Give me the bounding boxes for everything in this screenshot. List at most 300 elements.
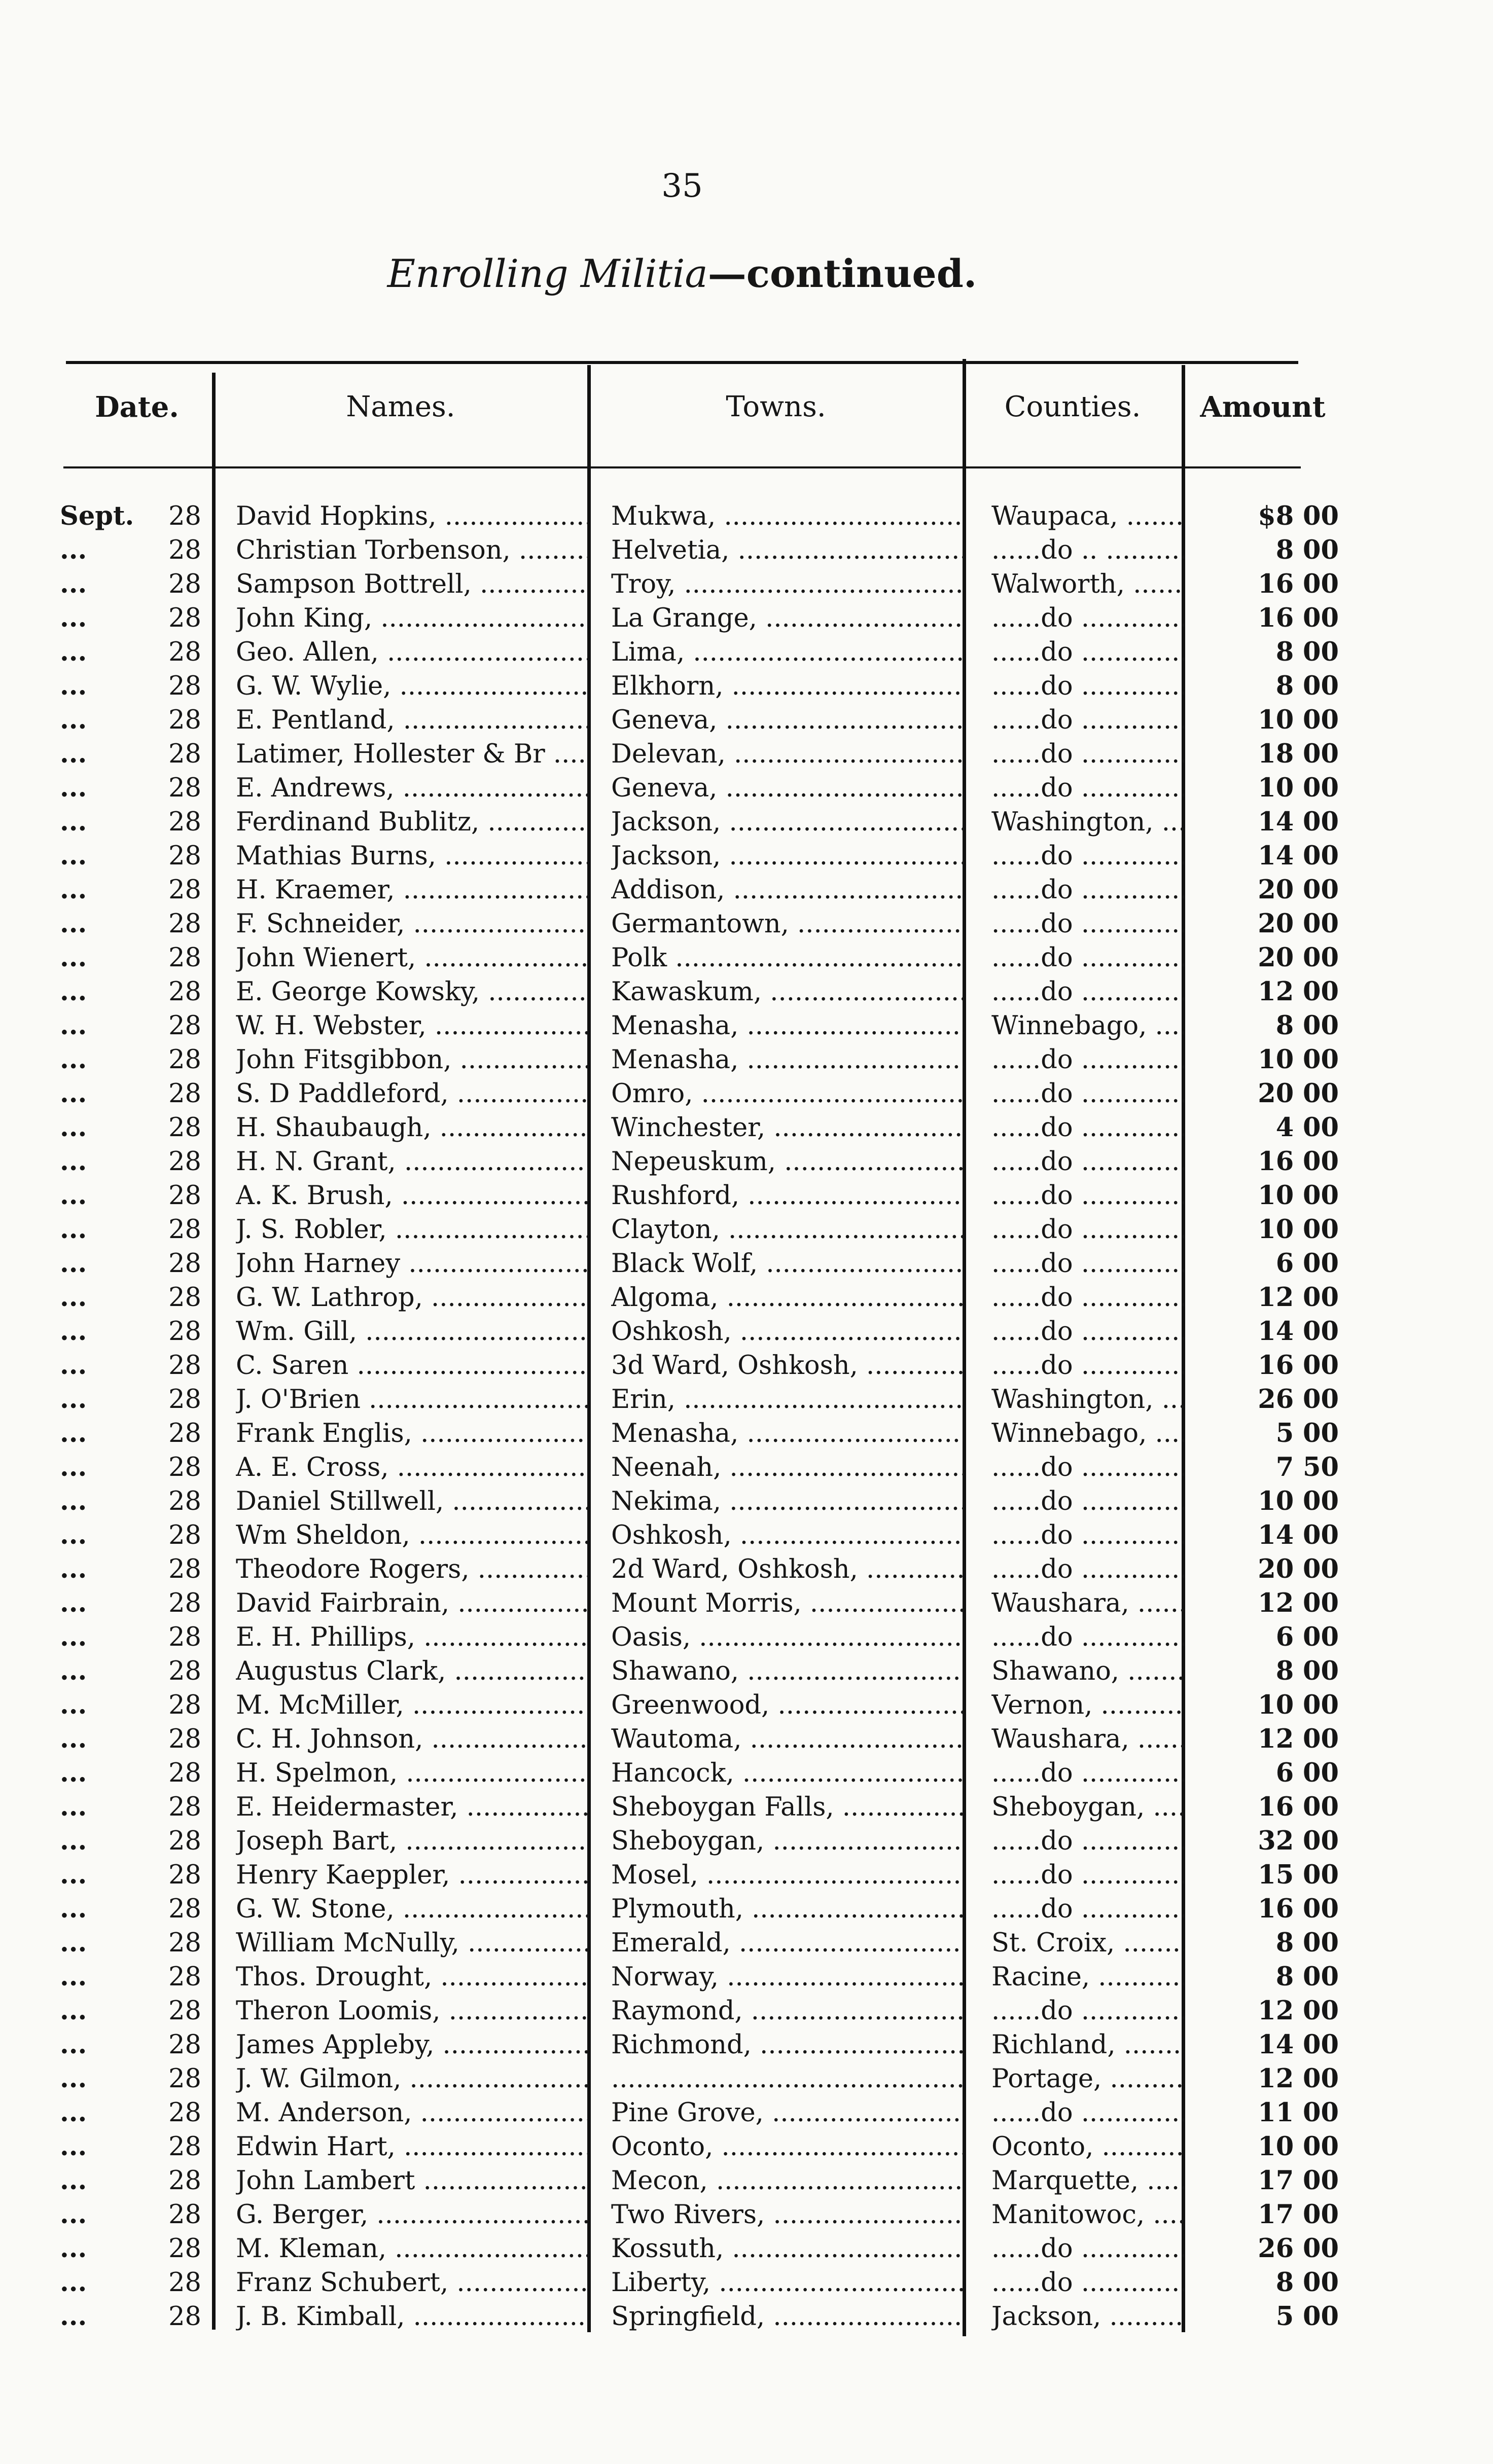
date-day: 28 [168,1045,201,1075]
county-cell: Waupaca, ..... [991,499,1184,533]
title-italic: Enrolling Militia [387,251,708,296]
name-cell: Joseph Bart, ..... [236,1824,588,1858]
amount-cell: 6 00 [1275,1622,1339,1652]
table-row [0,1960,1493,1994]
county-cell: Washington, ..... [991,805,1184,839]
date-day: 28 [168,1622,201,1652]
date-month: ... [60,1928,87,1958]
amount-cell: 12 00 [1258,1996,1339,2026]
county-cell: Waushara, ..... [991,1586,1184,1620]
date-month: ... [60,1588,87,1618]
name-cell: Geo. Allen, ..... [236,635,588,669]
name-cell: H. Kraemer, ..... [236,873,588,907]
town-cell: Menasha, ..... [611,1009,964,1043]
county-cell: ......do ..... [991,737,1184,771]
date-month: ... [60,535,87,565]
date-month: ... [60,603,87,633]
date-month: ... [60,1146,87,1177]
date-month: ... [60,943,87,973]
amount-cell: 12 00 [1258,1282,1339,1313]
date-day: 28 [168,1588,201,1618]
amount-cell: 12 00 [1258,1724,1339,1754]
date-month: ... [60,773,87,803]
name-cell: Theron Loomis, ..... [236,1994,588,2028]
date-month: ... [60,2267,87,2298]
table-row [0,907,1493,941]
date-day: 28 [168,1928,201,1958]
town-cell: Erin, ..... [611,1383,964,1417]
date-month: ... [60,1044,87,1075]
table-row [0,499,1493,533]
date-month: ... [60,1078,87,1109]
town-cell: Oasis, ..... [611,1620,964,1654]
date-month: Sept. [60,501,134,531]
county-cell: ......do ..... [991,635,1184,669]
amount-cell: 5 00 [1275,2301,1339,2332]
county-cell: ......do ..... [991,2266,1184,2300]
table-row [0,1349,1493,1383]
title-continued: —continued. [707,251,977,296]
town-cell: Hancock, ..... [611,1756,964,1790]
table-row [0,737,1493,771]
date-month: ... [60,2233,87,2264]
name-cell: David Hopkins, ..... [236,499,588,533]
date-month: ... [60,1962,87,1992]
date-day: 28 [168,1724,201,1754]
town-cell: Black Wolf, ..... [611,1247,964,1281]
town-cell: Geneva, ..... [611,771,964,805]
county-cell: ......do ..... [991,1756,1184,1790]
amount-cell: 14 00 [1258,2030,1339,2060]
amount-cell: 8 00 [1275,535,1339,565]
date-day: 28 [168,841,201,871]
town-cell: Algoma, ..... [611,1281,964,1315]
table-row [0,1179,1493,1213]
county-cell: Marquette, ..... [991,2164,1184,2198]
date-day: 28 [168,875,201,905]
date-day: 28 [168,1860,201,1890]
header-counties: Counties. [1004,390,1141,423]
date-month: ... [60,705,87,735]
name-cell: M. Anderson, ..... [236,2096,588,2130]
amount-cell: 18 00 [1258,739,1339,769]
table-row [0,1722,1493,1756]
date-day: 28 [168,1826,201,1856]
county-cell: ......do ..... [991,1111,1184,1145]
name-cell: F. Schneider, ..... [236,907,588,941]
county-cell: Waushara, ..... [991,1722,1184,1756]
date-month: ... [60,976,87,1007]
table-row [0,2266,1493,2300]
date-month: ... [60,875,87,905]
date-day: 28 [168,705,201,735]
amount-cell: 4 00 [1275,1112,1339,1143]
name-cell: Thos. Drought, ..... [236,1960,588,1994]
date-day: 28 [168,2234,201,2264]
table-row [0,1926,1493,1960]
amount-cell: 20 00 [1258,1078,1339,1109]
date-month: ... [60,1554,87,1584]
amount-cell: 7 50 [1275,1452,1339,1482]
header-date: Date. [95,390,179,424]
table-row [0,1994,1493,2028]
amount-cell: 10 00 [1258,1044,1339,1075]
date-month: ... [60,1112,87,1143]
date-day: 28 [168,1079,201,1109]
header-amount: Amount [1200,390,1326,424]
town-cell: Norway, ..... [611,1960,964,1994]
table-row [0,2232,1493,2266]
date-day: 28 [168,2132,201,2162]
table-row [0,1654,1493,1688]
date-month: ... [60,2030,87,2060]
name-cell: H. N. Grant, ..... [236,1145,588,1179]
date-day: 28 [168,637,201,667]
county-cell: ......do ..... [991,1892,1184,1926]
date-month: ... [60,671,87,701]
county-cell: ......do ..... [991,1281,1184,1315]
table-row [0,1451,1493,1484]
amount-cell: 14 00 [1258,1520,1339,1550]
town-cell: Menasha, ..... [611,1417,964,1451]
date-month: ... [60,1520,87,1550]
date-month: ... [60,1384,87,1415]
amount-cell: 26 00 [1258,1384,1339,1415]
date-month: ... [60,1180,87,1211]
table-row [0,1518,1493,1552]
name-cell: H. Shaubaugh, ..... [236,1111,588,1145]
town-cell: Omro, ..... [611,1077,964,1111]
name-cell: Latimer, Hollester & Br ..... [236,737,588,771]
date-day: 28 [168,2302,201,2332]
town-cell: Oshkosh, ..... [611,1315,964,1349]
name-cell: G. W. Stone, ..... [236,1892,588,1926]
table-row [0,2164,1493,2198]
county-cell: ......do ..... [991,873,1184,907]
date-day: 28 [168,2064,201,2094]
date-month: ... [60,1214,87,1245]
amount-cell: 10 00 [1258,1180,1339,1211]
town-cell: Lima, ..... [611,635,964,669]
date-month: ... [60,1656,87,1686]
town-cell: Winchester, ..... [611,1111,964,1145]
town-cell: Plymouth, ..... [611,1892,964,1926]
date-day: 28 [168,1113,201,1143]
town-cell: Polk ..... [611,941,964,975]
name-cell: Henry Kaeppler, ..... [236,1858,588,1892]
name-cell: James Appleby, ..... [236,2028,588,2062]
table-row [0,601,1493,635]
table-row [0,941,1493,975]
date-day: 28 [168,1317,201,1347]
county-cell: ......do .. ..... [991,533,1184,567]
date-month: ... [60,1316,87,1347]
table-row [0,1315,1493,1349]
amount-cell: 8 00 [1275,1010,1339,1041]
date-month: ... [60,807,87,837]
town-cell: Wautoma, ..... [611,1722,964,1756]
amount-cell: 10 00 [1258,1214,1339,1245]
table-row [0,839,1493,873]
page-number: 35 [661,167,703,205]
town-cell: Sheboygan, ..... [611,1824,964,1858]
town-cell: Nepeuskum, ..... [611,1145,964,1179]
date-day: 28 [168,1147,201,1177]
county-cell: ......do ..... [991,1484,1184,1518]
date-month: ... [60,1282,87,1313]
table-row [0,1892,1493,1926]
town-cell: Germantown, ..... [611,907,964,941]
amount-cell: 17 00 [1258,2199,1339,2230]
date-day: 28 [168,1962,201,1992]
county-cell: Sheboygan, ..... [991,1790,1184,1824]
date-day: 28 [168,2166,201,2196]
county-cell: ......do ..... [991,1315,1184,1349]
amount-cell: 16 00 [1258,1792,1339,1822]
date-day: 28 [168,603,201,633]
county-cell: Winnebago, ..... [991,1417,1184,1451]
county-cell: ......do ..... [991,1213,1184,1247]
town-cell: Geneva, ..... [611,703,964,737]
table-row [0,1756,1493,1790]
name-cell: W. H. Webster, ..... [236,1009,588,1043]
county-cell: ......do ..... [991,771,1184,805]
name-cell: John Harney ..... [236,1247,588,1281]
date-month: ... [60,2301,87,2332]
amount-cell: 10 00 [1258,705,1339,735]
date-day: 28 [168,1419,201,1448]
amount-cell: 12 00 [1258,1588,1339,1618]
table-row [0,1043,1493,1077]
table-row [0,1111,1493,1145]
name-cell: A. E. Cross, ..... [236,1451,588,1484]
table-row [0,1858,1493,1892]
date-month: ... [60,1486,87,1516]
county-cell: ......do ..... [991,1994,1184,2028]
county-cell: ......do ..... [991,1077,1184,1111]
county-cell: ......do ..... [991,1179,1184,1213]
name-cell: G. W. Wylie, ..... [236,669,588,703]
date-day: 28 [168,1181,201,1211]
date-day: 28 [168,1487,201,1516]
date-month: ... [60,841,87,871]
name-cell: Edwin Hart, ..... [236,2130,588,2164]
name-cell: Ferdinand Bublitz, ..... [236,805,588,839]
table-row [0,669,1493,703]
name-cell: M. McMiller, ..... [236,1688,588,1722]
table-row [0,1145,1493,1179]
date-month: ... [60,1724,87,1754]
town-cell [611,2062,964,2096]
table-row [0,2130,1493,2164]
table-row [0,1688,1493,1722]
amount-cell: 15 00 [1258,1860,1339,1890]
table-row [0,1077,1493,1111]
county-cell: Portage, ..... [991,2062,1184,2096]
county-cell: ......do ..... [991,1518,1184,1552]
amount-cell: 10 00 [1258,1690,1339,1720]
name-cell: Christian Torbenson, ..... [236,533,588,567]
name-cell: Wm Sheldon, ..... [236,1518,588,1552]
town-cell: Rushford, ..... [611,1179,964,1213]
date-month: ... [60,2063,87,2094]
county-cell: ......do ..... [991,839,1184,873]
county-cell: ......do ..... [991,1552,1184,1586]
date-month: ... [60,1418,87,1448]
county-cell: ......do ..... [991,1145,1184,1179]
amount-cell: 20 00 [1258,943,1339,973]
table-row [0,1417,1493,1451]
town-cell: Elkhorn, ..... [611,669,964,703]
date-day: 28 [168,1792,201,1822]
date-day: 28 [168,2200,201,2230]
date-day: 28 [168,1894,201,1924]
name-cell: Wm. Gill, ..... [236,1315,588,1349]
amount-cell: 16 00 [1258,1146,1339,1177]
amount-cell: 12 00 [1258,976,1339,1007]
date-month: ... [60,2131,87,2162]
name-cell: J. O'Brien ..... [236,1383,588,1417]
name-cell: John King, ..... [236,601,588,635]
date-month: ... [60,637,87,667]
date-day: 28 [168,2098,201,2128]
date-month: ... [60,1792,87,1822]
table-row [0,1586,1493,1620]
name-cell: John Lambert ..... [236,2164,588,2198]
date-day: 28 [168,1520,201,1550]
name-cell: Theodore Rogers, ..... [236,1552,588,1586]
date-day: 28 [168,1996,201,2026]
date-day: 28 [168,501,201,531]
amount-cell: 14 00 [1258,807,1339,837]
name-cell: C. Saren ..... [236,1349,588,1383]
town-cell: Kossuth, ..... [611,2232,964,2266]
county-cell: ......do ..... [991,907,1184,941]
name-cell: C. H. Johnson, ..... [236,1722,588,1756]
date-day: 28 [168,2268,201,2298]
name-cell: Daniel Stillwell, ..... [236,1484,588,1518]
town-cell: La Grange, ..... [611,601,964,635]
date-day: 28 [168,1656,201,1686]
county-cell: ......do ..... [991,669,1184,703]
table-row [0,2062,1493,2096]
town-cell: Delevan, ..... [611,737,964,771]
town-cell: Troy, ..... [611,567,964,601]
name-cell: Augustus Clark, ..... [236,1654,588,1688]
table-row [0,1484,1493,1518]
name-cell: E. Pentland, ..... [236,703,588,737]
county-cell: Richland, ..... [991,2028,1184,2062]
amount-cell: 6 00 [1275,1248,1339,1279]
date-day: 28 [168,1351,201,1381]
name-cell: E. H. Phillips, ..... [236,1620,588,1654]
amount-cell: 8 00 [1275,637,1339,667]
amount-cell: 8 00 [1275,1962,1339,1992]
town-cell: Kawaskum, ..... [611,975,964,1009]
table-row [0,2096,1493,2130]
amount-cell: 10 00 [1258,1486,1339,1516]
table-row [0,533,1493,567]
town-cell: Mount Morris, ..... [611,1586,964,1620]
date-month: ... [60,1894,87,1924]
name-cell: E. George Kowsky, ..... [236,975,588,1009]
date-day: 28 [168,1011,201,1041]
name-cell: John Wienert, ..... [236,941,588,975]
county-cell: ......do ..... [991,703,1184,737]
county-cell: ......do ..... [991,1349,1184,1383]
amount-cell: 20 00 [1258,1554,1339,1584]
name-cell: H. Spelmon, ..... [236,1756,588,1790]
date-month: ... [60,1826,87,1856]
amount-cell: 14 00 [1258,841,1339,871]
amount-cell: 10 00 [1258,2131,1339,2162]
county-cell: ......do ..... [991,601,1184,635]
amount-cell: 6 00 [1275,1758,1339,1788]
table-row [0,771,1493,805]
date-day: 28 [168,807,201,837]
name-cell: J. S. Robler, ..... [236,1213,588,1247]
table-row [0,635,1493,669]
name-cell: J. W. Gilmon, ..... [236,2062,588,2096]
county-cell: ......do ..... [991,1824,1184,1858]
town-cell: Oshkosh, ..... [611,1518,964,1552]
date-day: 28 [168,1215,201,1245]
date-month: ... [60,1010,87,1041]
table-row [0,873,1493,907]
name-cell: M. Kleman, ..... [236,2232,588,2266]
table-row [0,1383,1493,1417]
date-month: ... [60,1860,87,1890]
amount-cell: 32 00 [1258,1826,1339,1856]
table-row [0,2300,1493,2334]
county-cell: ......do ..... [991,1858,1184,1892]
date-day: 28 [168,1283,201,1313]
date-month: ... [60,1758,87,1788]
amount-cell: 20 00 [1258,875,1339,905]
date-month: ... [60,1248,87,1279]
header-names: Names. [346,390,455,423]
date-day: 28 [168,535,201,565]
amount-cell: 12 00 [1258,2063,1339,2094]
town-cell: 2d Ward, Oshkosh, ..... [611,1552,964,1586]
header-bottom-rule [63,466,1301,468]
amount-cell: 16 00 [1258,1894,1339,1924]
date-month: ... [60,1690,87,1720]
date-day: 28 [168,1249,201,1279]
town-cell: 3d Ward, Oshkosh, ..... [611,1349,964,1383]
table-row [0,1620,1493,1654]
town-cell: Jackson, ..... [611,839,964,873]
table-row [0,1790,1493,1824]
table-row [0,1247,1493,1281]
amount-cell: 14 00 [1258,1316,1339,1347]
amount-cell: 16 00 [1258,1350,1339,1381]
name-cell: David Fairbrain, ..... [236,1586,588,1620]
date-day: 28 [168,977,201,1007]
page-title [0,251,1364,296]
name-cell: S. D Paddleford, ..... [236,1077,588,1111]
county-cell: ......do ..... [991,975,1184,1009]
county-cell: ......do ..... [991,1451,1184,1484]
table-row [0,2028,1493,2062]
town-cell: Oconto, ..... [611,2130,964,2164]
county-cell: ......do ..... [991,2096,1184,2130]
county-cell: St. Croix, ..... [991,1926,1184,1960]
name-cell: G. W. Lathrop, ..... [236,1281,588,1315]
table-row [0,1552,1493,1586]
town-cell: Richmond, ..... [611,2028,964,2062]
table-row [0,703,1493,737]
